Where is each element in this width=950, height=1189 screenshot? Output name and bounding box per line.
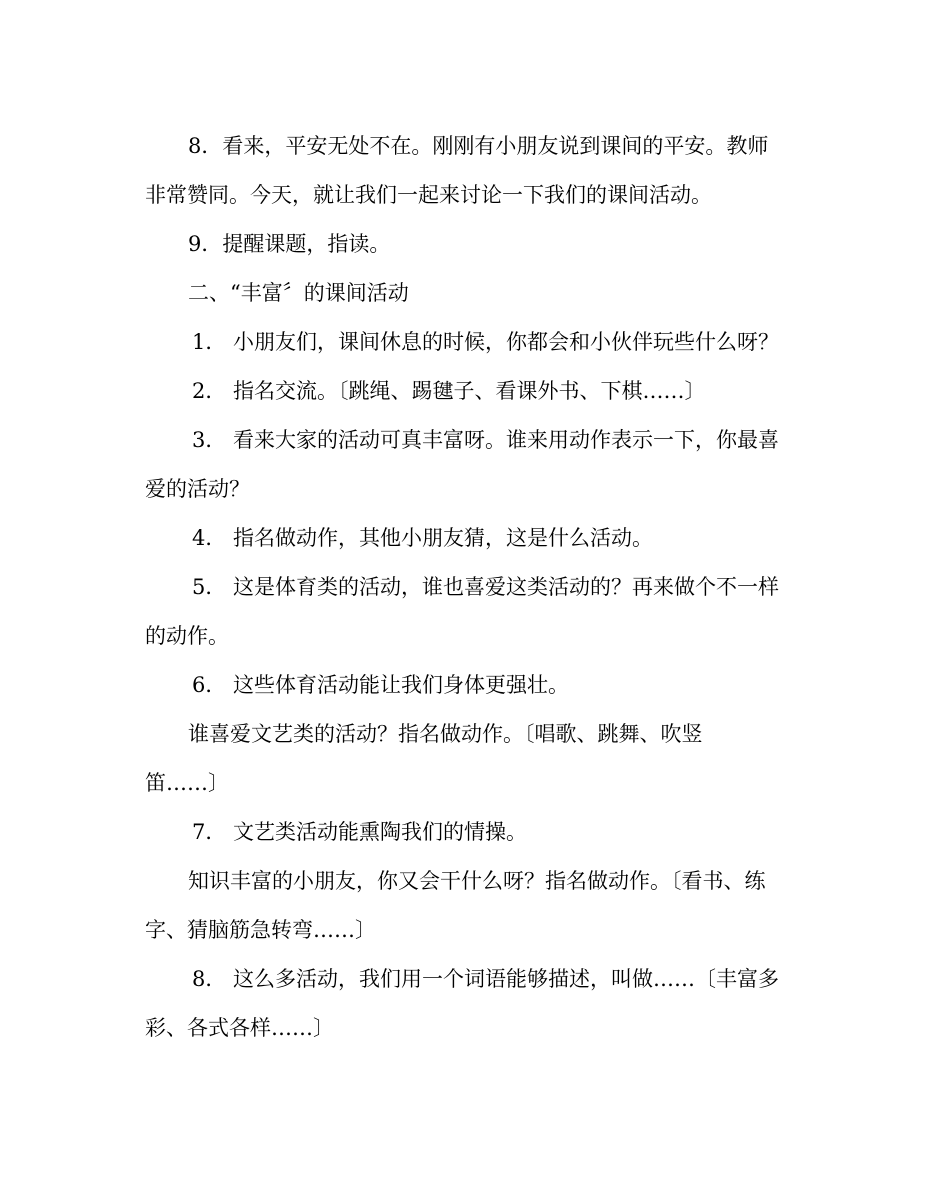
- list-item: 7． 文艺类活动能熏陶我们的情操。: [192, 820, 528, 844]
- list-item: 5． 这是体育类的活动，谁也喜爱这类活动的？再来做个不一样: [192, 575, 780, 599]
- paragraph-line: 字、猜脑筋急转弯……〕: [145, 918, 376, 942]
- list-item: 1． 小朋友们，课间休息的时候，你都会和小伙伴玩些什么呀？: [192, 330, 780, 354]
- paragraph-line: 非常赞同。今天，就让我们一起来讨论一下我们的课间活动。: [145, 183, 712, 207]
- paragraph-line: 爱的活动？: [145, 477, 250, 501]
- list-item: 2． 指名交流。〔跳绳、踢毽子、看课外书、下棋……〕: [192, 379, 706, 403]
- paragraph-line: 9．提醒课题，指读。: [188, 232, 391, 256]
- list-item: 6． 这些体育活动能让我们身体更强壮。: [192, 673, 570, 697]
- paragraph-line: 笛……〕: [145, 771, 229, 795]
- paragraph-line: 知识丰富的小朋友，你又会干什么呀？指名做动作。〔看书、练: [188, 869, 766, 893]
- paragraph-line: 彩、各式各样……〕: [145, 1016, 334, 1040]
- paragraph-line: 谁喜爱文艺类的活动？指名做动作。〔唱歌、跳舞、吹竖: [188, 722, 703, 746]
- list-item: 4． 指名做动作，其他小朋友猜，这是什么活动。: [192, 526, 654, 550]
- paragraph-line: 的动作。: [145, 624, 229, 648]
- section-heading: 二、“丰富〞的课间活动: [188, 281, 409, 305]
- list-item: 3． 看来大家的活动可真丰富呀。谁来用动作表示一下，你最喜: [192, 428, 780, 452]
- paragraph-line: 8．看来，平安无处不在。刚刚有小朋友说到课间的平安。教师: [188, 134, 769, 158]
- list-item: 8． 这么多活动，我们用一个词语能够描述，叫做……〔丰富多: [192, 967, 780, 991]
